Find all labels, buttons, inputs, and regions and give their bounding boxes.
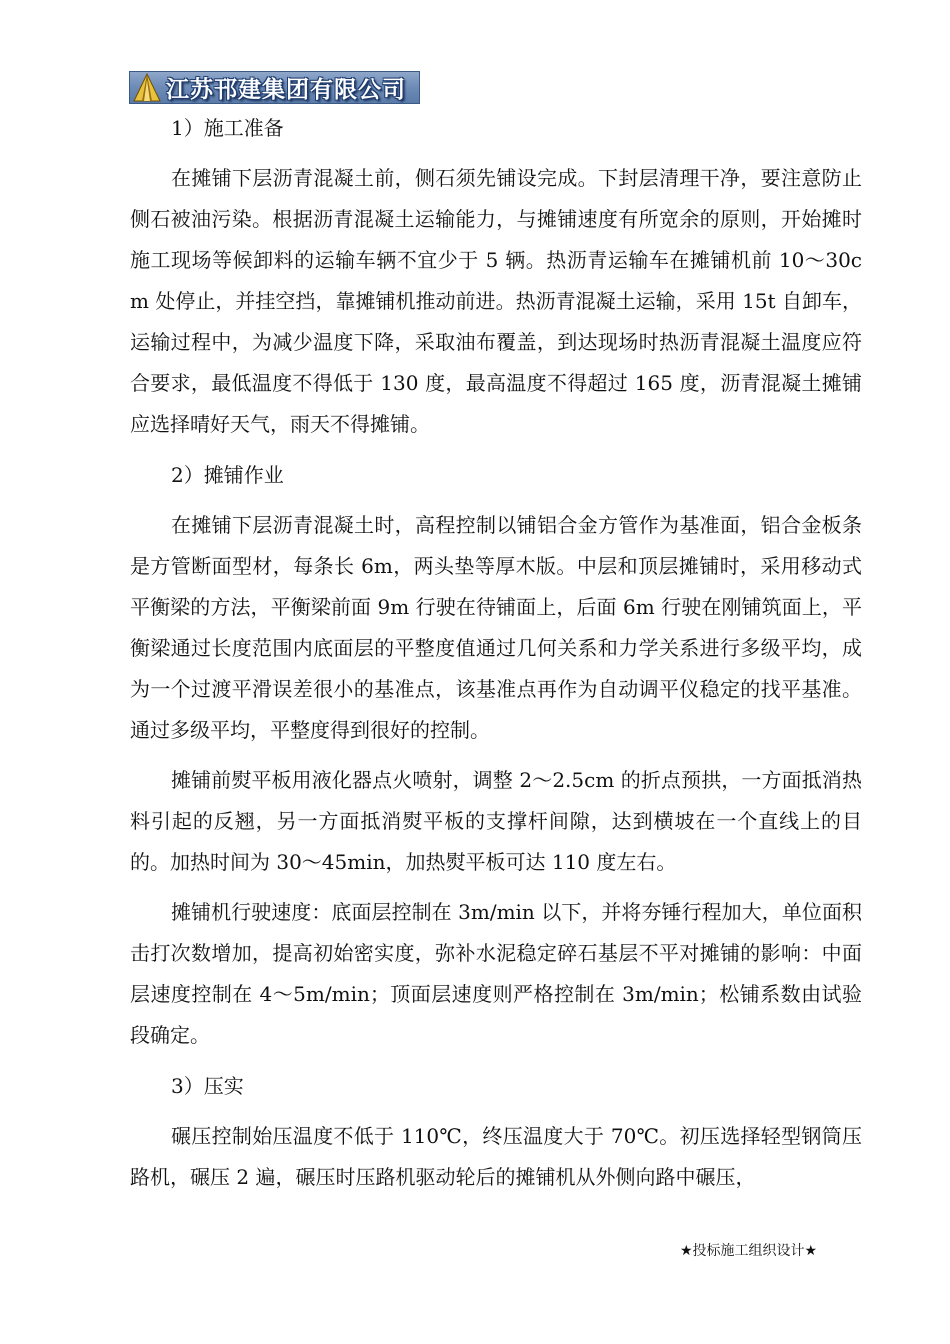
company-name: 江苏邗建集团有限公司	[166, 77, 406, 103]
paragraph-paving-elevation: 在摊铺下层沥青混凝土时，高程控制以铺铝合金方管作为基准面，铝合金板条是方管断面型材，每条长 6m，两头垫等厚木版。中层和顶层摊铺时，采用移动式平衡梁的方法，平衡梁前面 9m 行驶在待铺面上，后面 6m 行驶在刚铺筑面上，平衡梁通过长度范围内底面层的平整度值通过几何关系和力学关系进行多级平均，成为一个过渡平滑误差很小的基准点，该基准点再作为自动调平仪稳定的找平基准。通过多级平均，平整度得到很好的控制。	[130, 513, 862, 742]
document-body	[130, 108, 862, 1198]
company-logo-banner	[129, 71, 420, 104]
section-heading-paving: 2）摊铺作业	[171, 463, 284, 487]
company-logo-icon	[132, 72, 162, 103]
page-footer: ★投标施工组织设计★	[680, 1243, 818, 1259]
paragraph-preparation: 在摊铺下层沥青混凝土前，侧石须先铺设完成。下封层清理干净，要注意防止侧石被油污染。根据沥青混凝土运输能力，与摊铺速度有所宽余的原则，开始摊时施工现场等候卸料的运输车辆不宜少于 5 辆。热沥青运输车在摊铺机前 10～30cm 处停止，并挂空挡，靠摊铺机推动前进。热沥青混凝土运输，采用 15t 自卸车，运输过程中，为减少温度下降，采取油布覆盖，到达现场时热沥青混凝土温度应符合要求，最低温度不得低于 130 度，最高温度不得超过 165 度，沥青混凝土摊铺应选择晴好天气，雨天不得摊铺。	[130, 166, 862, 436]
section-heading-compaction: 3）压实	[171, 1074, 244, 1098]
paragraph-paving-screed: 摊铺前熨平板用液化器点火喷射，调整 2～2.5cm 的折点预拱，一方面抵消热料引起的反翘，另一方面抵消熨平板的支撑杆间隙，达到横坡在一个直线上的目的。加热时间为 30～45min，加热熨平板可达 110 度左右。	[130, 768, 862, 874]
section-heading-preparation: 1）施工准备	[171, 116, 284, 140]
paragraph-paving-speed: 摊铺机行驶速度：底面层控制在 3m/min 以下，并将夯锤行程加大，单位面积击打次数增加，提高初始密实度，弥补水泥稳定碎石基层不平对摊铺的影响：中面层速度控制在 4～5m/min；顶面层速度则严格控制在 3m/min；松铺系数由试验段确定。	[130, 900, 862, 1047]
paragraph-compaction: 碾压控制始压温度不低于 110℃，终压温度大于 70℃。初压选择轻型钢筒压路机，碾压 2 遍，碾压时压路机驱动轮后的摊铺机从外侧向路中碾压，	[130, 1124, 862, 1189]
